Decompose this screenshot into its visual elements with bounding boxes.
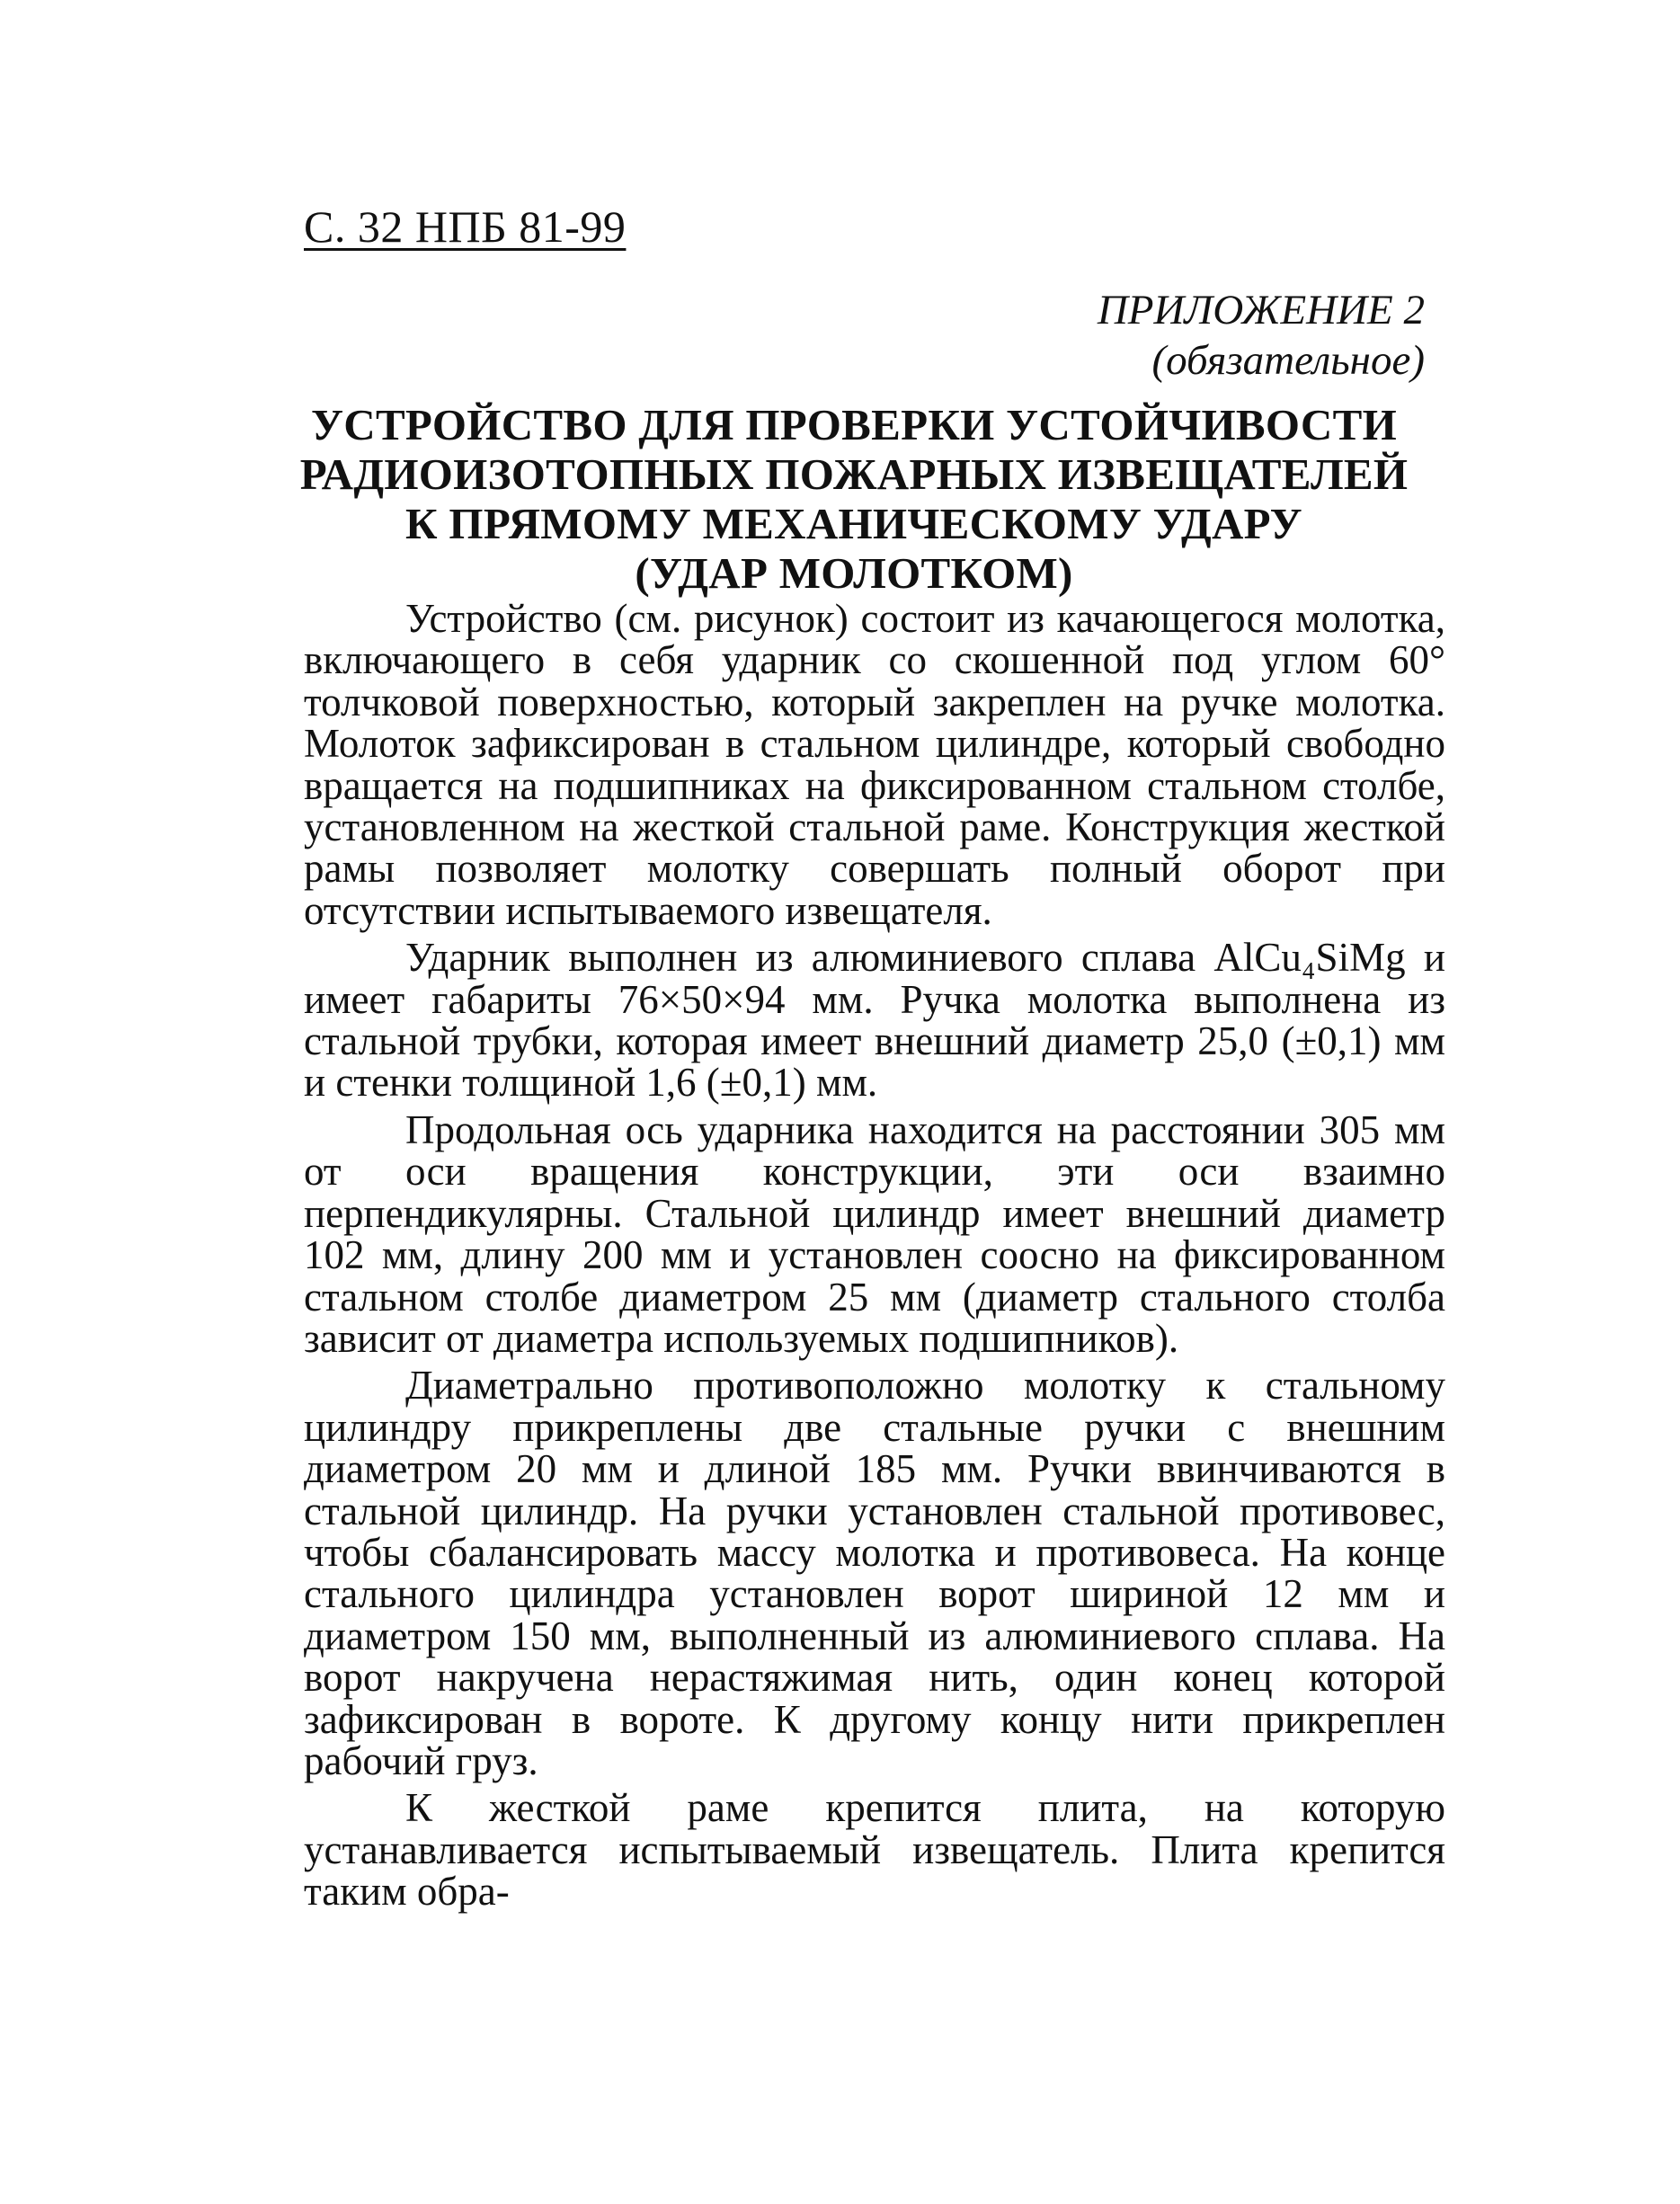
paragraph-5: К жесткой раме крепится плита, на которую устанавливается испытываемый извещатель. Плита крепится таким обра- [304, 1785, 1445, 1915]
paragraph-1: Устройство (см. рисунок) состоит из качающегося молотка, включающего в себя ударник со скошенной под углом 60° толчковой поверхностью, который закреплен на ручке молотка. Молоток зафиксирован в стальном цилиндре, который свободно вращается на подшипниках на фиксированном стальном столбе, установленном на жесткой стальной раме. Конструкция жесткой рамы позволяет молотку совершать полный оборот при отсутствии испытываемого извещателя. [304, 596, 1445, 933]
appendix-note: (обязательное) [1151, 337, 1425, 384]
page-header: С. 32 НПБ 81-99 [304, 201, 627, 252]
title-line-4: (УДАР МОЛОТКОМ) [635, 548, 1073, 598]
paragraph-3: Продольная ось ударника находится на расстоянии 305 мм от оси вращения конструкции, эти оси взаимно перпендикулярны. Стальной цилиндр имеет внешний диаметр 102 мм, длину 200 мм и установлен соосно на фиксированном стальном столбе диаметром 25 мм (диаметр стального столба зависит от диаметра используемых подшипников). [304, 1106, 1445, 1361]
title-line-2: РАДИОИЗОТОПНЫХ ПОЖАРНЫХ ИЗВЕЩАТЕЛЕЙ [299, 449, 1409, 499]
paragraph-2: Ударник выполнен из алюминиевого сплава AlCu₄SiMg и имеет габариты 76×50×94 мм. Ручка молотка выполнена из стальной трубки, которая имеет внешний диаметр 25,0 (±0,1) мм и стенки толщиной 1,6 (±0,1) мм. [304, 935, 1445, 1106]
paragraph-4: Диаметрально противоположно молотку к стальному цилиндру прикреплены две стальные ручки с внешним диаметром 20 мм и длиной 185 мм. Ручки ввинчиваются в стальной цилиндр. На ручки установлен стальной противовес, чтобы сбалансировать массу молотка и противовеса. На конце стального цилиндра установлен ворот шириной 12 мм и диаметром 150 мм, выполненный из алюминиевого сплава. На ворот накручена нерастяжимая нить, один конец которой зафиксирован в вороте. К другому концу нити прикреплен рабочий груз. [304, 1363, 1445, 1783]
title-line-3: К ПРЯМОМУ МЕХАНИЧЕСКОМУ УДАРУ [405, 499, 1302, 548]
body-text [304, 598, 1445, 1913]
document-title [270, 400, 1438, 598]
appendix-title: ПРИЛОЖЕНИЕ 2 [1097, 287, 1425, 333]
appendix-label [1098, 286, 1425, 385]
title-line-1: УСТРОЙСТВО ДЛЯ ПРОВЕРКИ УСТОЙЧИВОСТИ [311, 400, 1397, 449]
